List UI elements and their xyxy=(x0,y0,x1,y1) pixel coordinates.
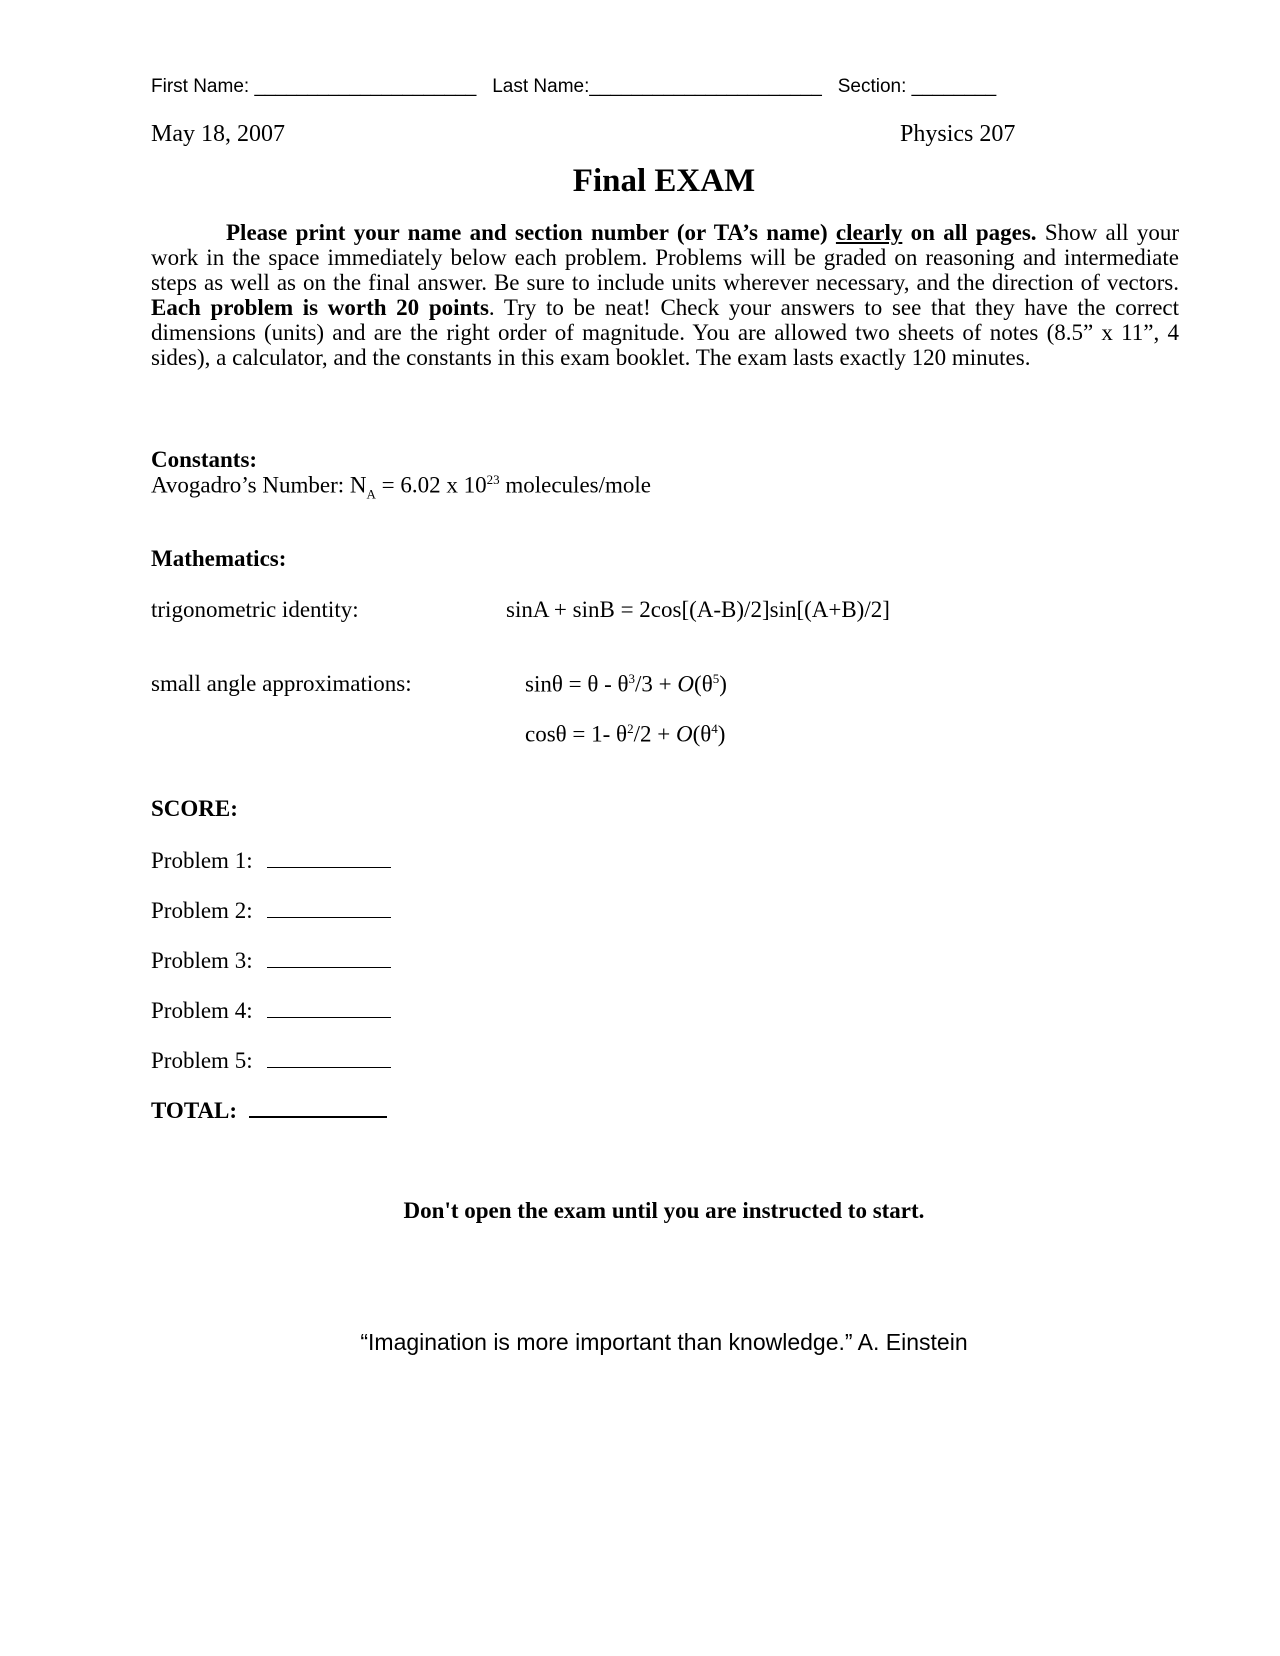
sin-part-d: ) xyxy=(719,671,727,697)
sin-exponent: 3 xyxy=(628,671,636,686)
sin-exponent-2: 5 xyxy=(712,671,720,686)
avogadro-value: = 6.02 x 10 xyxy=(375,472,487,498)
total-row xyxy=(151,1095,387,1124)
start-instruction: Don't open the exam until you are instructed to start. xyxy=(403,1198,925,1223)
score-row-label: Problem 3: xyxy=(151,948,253,973)
section-label: Section: xyxy=(837,76,907,97)
score-blank[interactable] xyxy=(267,996,391,1018)
einstein-quote: “Imagination is more important than knowledge.” A. Einstein xyxy=(360,1329,968,1355)
sin-part-a: sinθ = θ - θ xyxy=(525,671,629,697)
sin-part-b: /3 + xyxy=(635,671,678,697)
small-angle-label: small angle approximations: xyxy=(151,671,412,696)
first-name-field[interactable]: _____________________ xyxy=(254,76,477,97)
score-blank[interactable] xyxy=(267,946,391,968)
score-heading: SCORE: xyxy=(151,796,238,821)
instructions-paragraph xyxy=(151,220,1179,370)
instructions-bold-tail: on all pages. xyxy=(910,220,1037,245)
total-label: TOTAL: xyxy=(151,1098,238,1123)
score-blank[interactable] xyxy=(267,1046,391,1068)
cos-exponent-2: 4 xyxy=(711,721,718,736)
instructions-text-2: . Try to be neat! Check your answers to see that they have the correct dimensions (units) and are the right order of magnitude. You are allowed two sheets of notes (8.5” x 11”, 4 sides), a calculator, and the constants in this exam booklet. The exam lasts exactly 120 minutes. xyxy=(151,295,1180,370)
cos-exponent: 2 xyxy=(627,721,634,736)
last-name-field[interactable]: ______________________ xyxy=(589,76,822,97)
cos-part-a: cosθ = 1- θ xyxy=(525,721,628,747)
cos-part-d: ) xyxy=(717,721,726,747)
cos-big-o: O xyxy=(675,721,693,747)
cos-approximation xyxy=(525,721,725,748)
section-field[interactable]: ________ xyxy=(911,76,997,97)
mathematics-heading: Mathematics: xyxy=(151,546,287,571)
score-row-label: Problem 5: xyxy=(151,1048,253,1073)
sin-approximation xyxy=(525,671,727,698)
instructions-bold-lead: Please print your name and section number (or TA’s name) xyxy=(226,220,828,245)
cos-part-b: /2 + xyxy=(633,721,676,747)
score-row-label: Problem 1: xyxy=(151,848,253,873)
constants-heading: Constants: xyxy=(151,447,258,472)
sin-big-o: O xyxy=(677,671,695,697)
score-row xyxy=(151,996,391,1024)
sin-part-c: (θ xyxy=(694,671,713,697)
score-row xyxy=(151,946,391,974)
score-row xyxy=(151,846,391,874)
score-row-label: Problem 4: xyxy=(151,998,253,1023)
first-name-label: First Name: xyxy=(151,76,250,97)
score-row-label: Problem 2: xyxy=(151,898,253,923)
avogadro-constant xyxy=(151,472,651,502)
trig-identity-formula: sinA + sinB = 2cos[(A-B)/2]sin[(A+B)/2] xyxy=(506,597,890,622)
avogadro-label: Avogadro’s Number: N xyxy=(151,472,367,498)
instructions-underline-word: clearly xyxy=(835,220,903,245)
total-blank[interactable] xyxy=(249,1095,387,1118)
page-title: Final EXAM xyxy=(572,163,756,199)
course-name: Physics 207 xyxy=(900,121,1016,147)
score-row xyxy=(151,1046,391,1074)
avogadro-subscript: A xyxy=(366,486,376,502)
exam-date: May 18, 2007 xyxy=(151,121,285,147)
avogadro-exponent: 23 xyxy=(486,472,500,487)
trig-identity-label: trigonometric identity: xyxy=(151,597,359,622)
name-section-header xyxy=(151,76,996,98)
score-row xyxy=(151,896,391,924)
score-blank[interactable] xyxy=(267,896,391,918)
last-name-label: Last Name: xyxy=(492,76,590,97)
cos-part-c: (θ xyxy=(692,721,712,747)
score-blank[interactable] xyxy=(267,846,391,868)
avogadro-unit: molecules/mole xyxy=(499,472,651,498)
instructions-text-1: Show all your work in the space immediately below each problem. Problems will be graded on reasoning and intermediate steps as well as on the final answer. Be sure to include units wherever necessary, and the direction of vectors. xyxy=(151,220,1180,295)
instructions-bold-points: Each problem is worth 20 points xyxy=(151,295,489,320)
